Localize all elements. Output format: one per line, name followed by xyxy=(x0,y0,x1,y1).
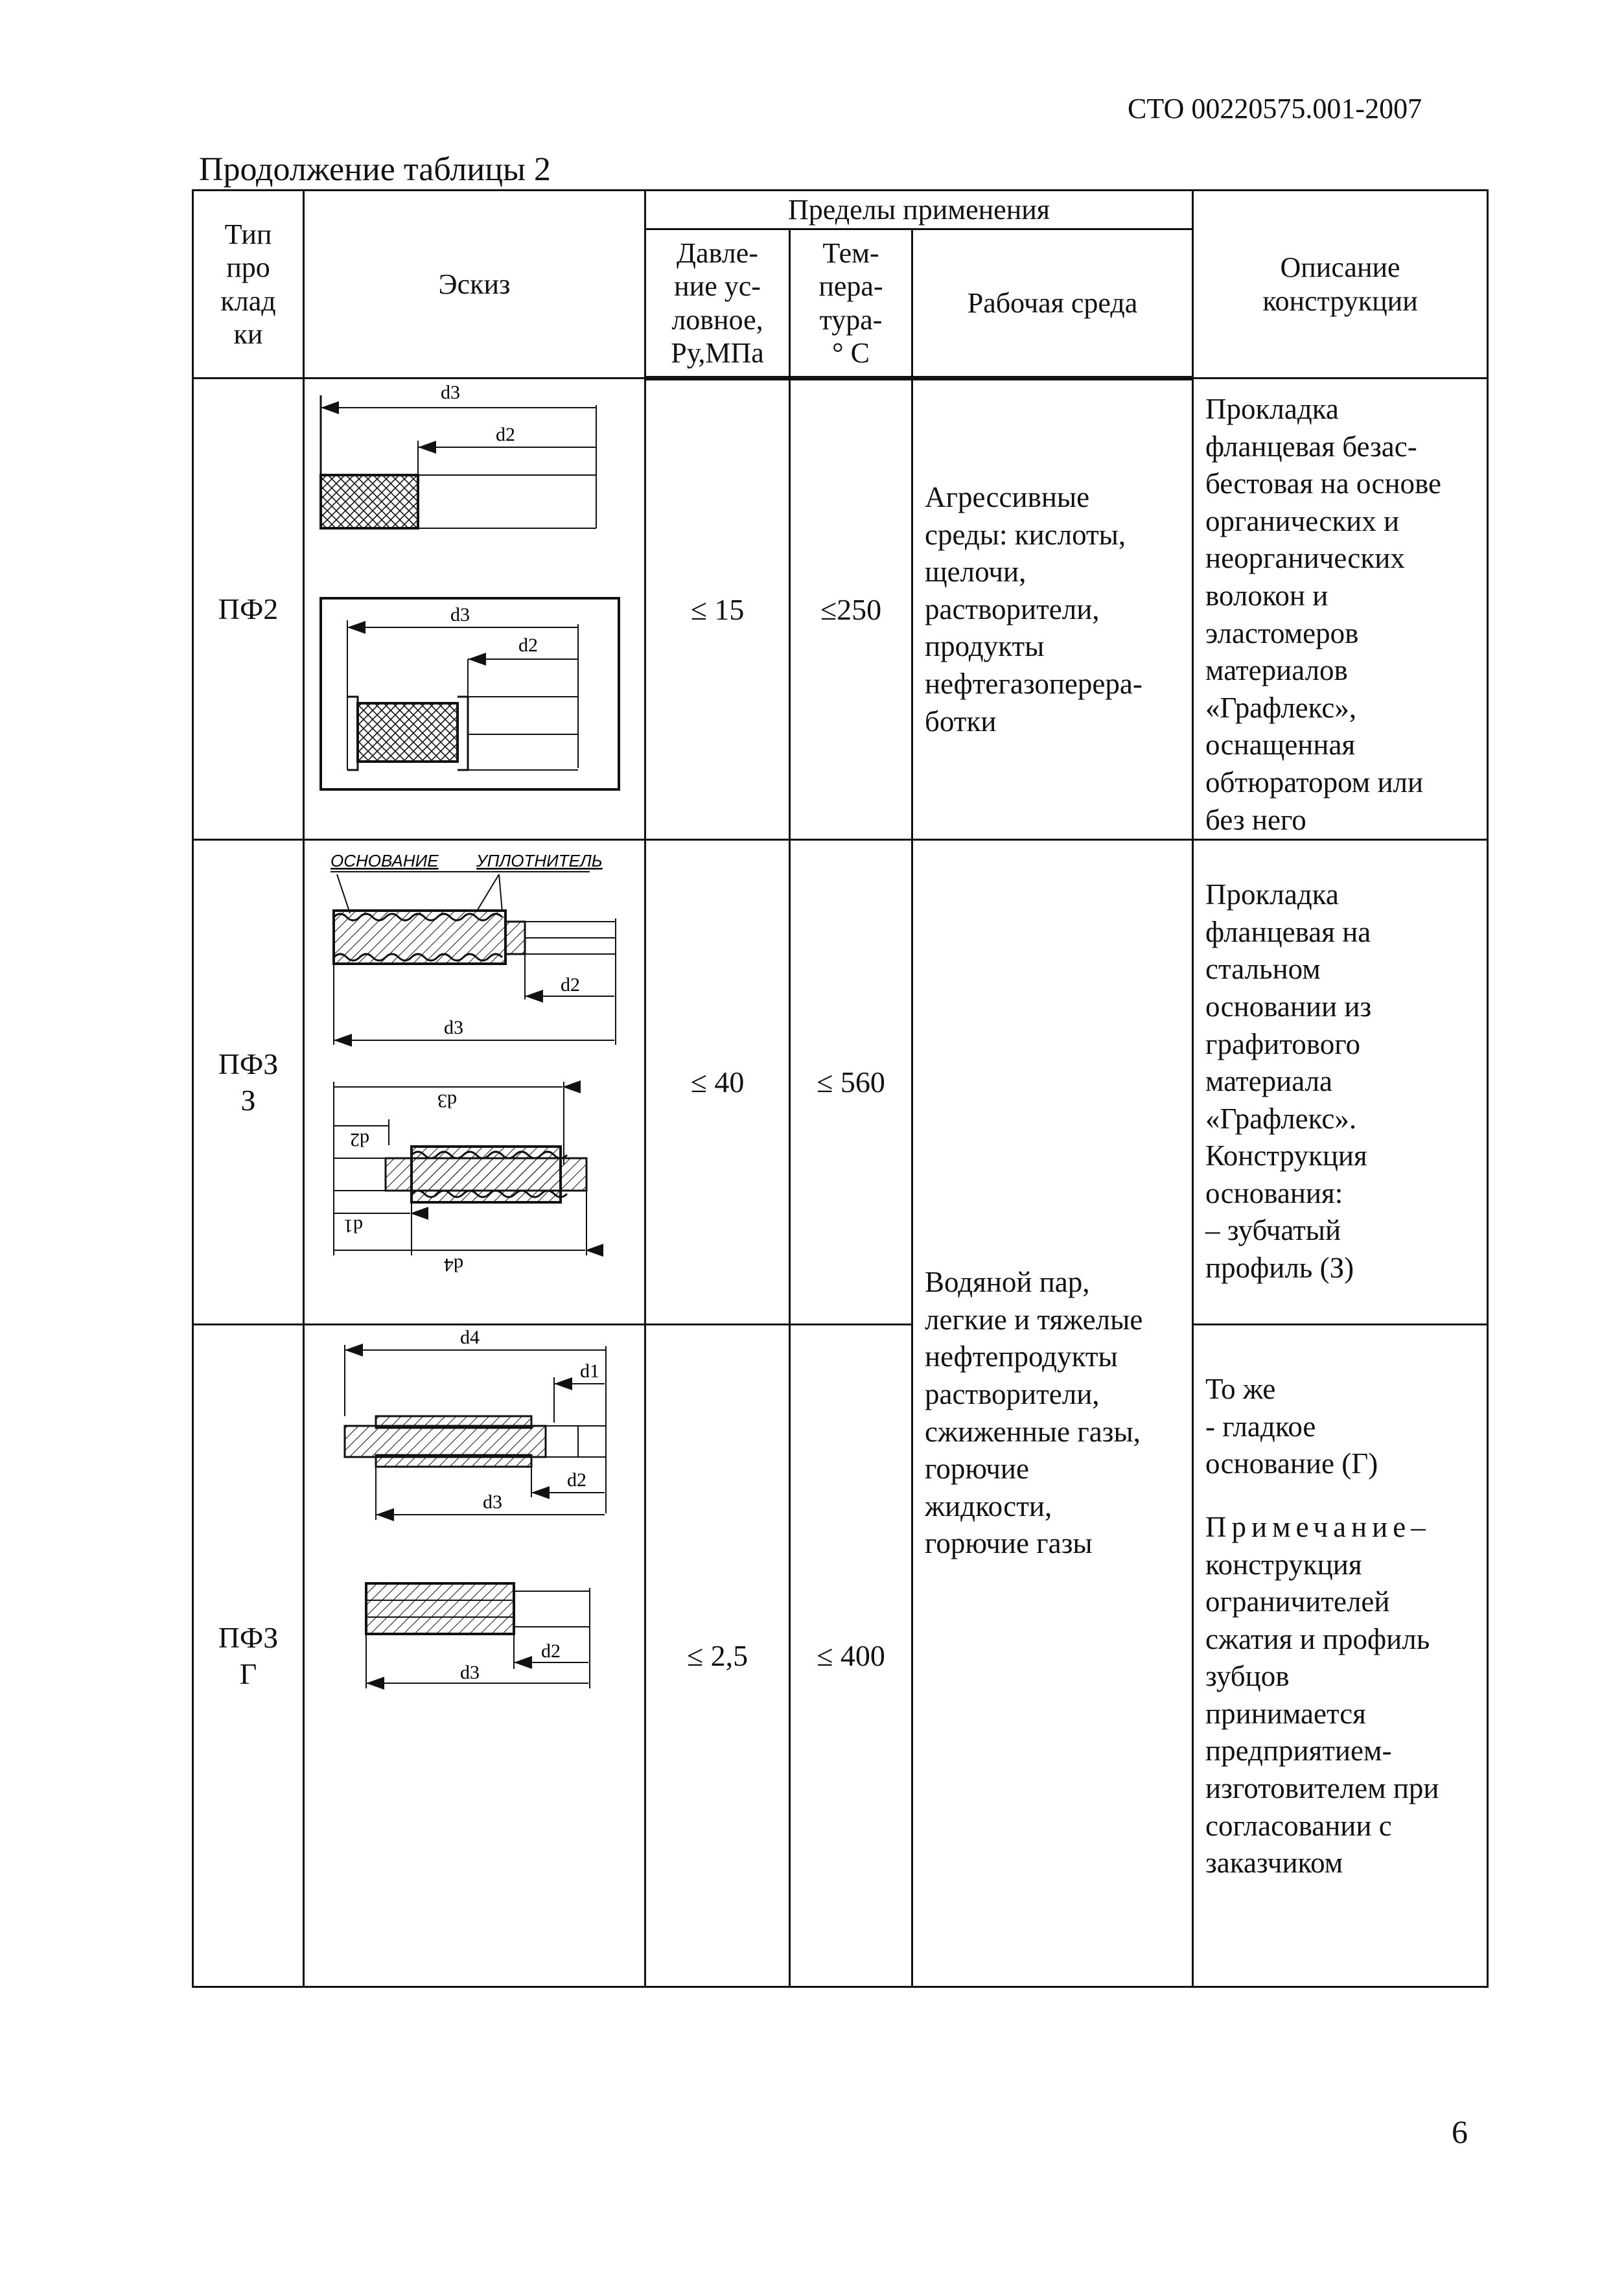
header-pressure: Давле- ние ус- ловное, Ру,МПа xyxy=(645,229,790,379)
dim-label-flip-d3: d3 xyxy=(437,1090,457,1112)
gasket-type: ПФЗ Г xyxy=(193,1325,304,1987)
label-base: ОСНОВАНИЕ xyxy=(331,851,439,871)
sketch-pf3z-drawing xyxy=(305,841,646,1323)
temperature-value: ≤ 400 xyxy=(790,1325,912,1987)
gasket-type: ПФЗ З xyxy=(193,840,304,1325)
sketch-pf2-drawing xyxy=(305,379,646,826)
dim-label-d2-b: d2 xyxy=(518,635,538,656)
pressure-value: ≤ 2,5 xyxy=(645,1325,790,1987)
dim-label-d3-b: d3 xyxy=(460,1662,480,1684)
dim-label-flip-d4: d4 xyxy=(444,1254,463,1276)
dim-label-d2: d2 xyxy=(567,1469,586,1491)
description-value: То же - гладкое основание (Г) Примечание– конструкция ограничителей сжатия и профиль зубцов принимается предприятием- изготовителем при согласовании с заказчиком xyxy=(1193,1325,1488,1987)
media-value-shared: Водяной пар, легкие и тяжелые нефтепродукты растворители, сжиженные газы, горючие жидкости, горючие газы xyxy=(912,840,1193,1987)
page-number: 6 xyxy=(1452,2114,1468,2150)
header-limits: Пределы применения xyxy=(645,191,1193,229)
dim-label-d1: d1 xyxy=(580,1360,599,1382)
sketch-pf3z xyxy=(304,840,645,1325)
dim-label-d3: d3 xyxy=(444,1017,463,1039)
header-media: Рабочая среда xyxy=(912,229,1193,379)
temperature-value: ≤ 560 xyxy=(790,840,912,1325)
note-text: – конструкция ограничителей сжатия и профиль зубцов принимается предприятием- изготовителем при согласовании с заказчиком xyxy=(1205,1510,1439,1880)
sketch-pf2 xyxy=(304,379,645,840)
label-seal: УПЛОТНИТЕЛЬ xyxy=(476,851,603,871)
dim-label-d3-b: d3 xyxy=(450,604,470,625)
table-row xyxy=(193,379,1488,840)
dim-label-d3: d3 xyxy=(441,382,460,403)
table-row xyxy=(193,840,1488,1325)
dim-label-flip-d2: d2 xyxy=(350,1129,369,1151)
header-temperature: Тем- пера- тура- ° С xyxy=(790,229,912,379)
dim-label-d2-b: d2 xyxy=(541,1640,561,1662)
gasket-type: ПФ2 xyxy=(193,379,304,840)
table-caption: Продолжение таблицы 2 xyxy=(199,151,551,188)
dim-label-d3: d3 xyxy=(483,1491,502,1513)
header-sketch: Эскиз xyxy=(304,191,645,379)
dim-label-d4: d4 xyxy=(460,1327,480,1349)
header-description: Описание конструкции xyxy=(1193,191,1488,379)
table-row xyxy=(193,1325,1488,1987)
dim-label-d2: d2 xyxy=(496,424,515,445)
note-title: Примечание xyxy=(1205,1510,1411,1543)
pressure-value: ≤ 40 xyxy=(645,840,790,1325)
temperature-value: ≤250 xyxy=(790,379,912,840)
pressure-value: ≤ 15 xyxy=(645,379,790,840)
sketch-pf3g xyxy=(304,1325,645,1987)
dim-label-d2: d2 xyxy=(561,974,580,996)
sketch-pf3g-drawing xyxy=(305,1325,646,1986)
header-type: Тип про клад ки xyxy=(193,191,304,379)
description-value: Прокладка фланцевая безас- бестовая на основе органических и неорганических волокон и эластомеров материалов «Графлекс», оснащенная обтюратором или без него xyxy=(1193,379,1488,840)
gasket-spec-table xyxy=(192,189,1489,1988)
media-value: Агрессивные среды: кислоты, щелочи, растворители, продукты нефтегазоперера- ботки xyxy=(912,379,1193,840)
document-code: СТО 00220575.001-2007 xyxy=(1128,93,1422,124)
dim-label-flip-d1: d1 xyxy=(343,1215,363,1237)
description-value: Прокладка фланцевая на стальном основании из графитового материала «Графлекс». Конструкция основания: – зубчатый профиль (З) xyxy=(1193,840,1488,1325)
